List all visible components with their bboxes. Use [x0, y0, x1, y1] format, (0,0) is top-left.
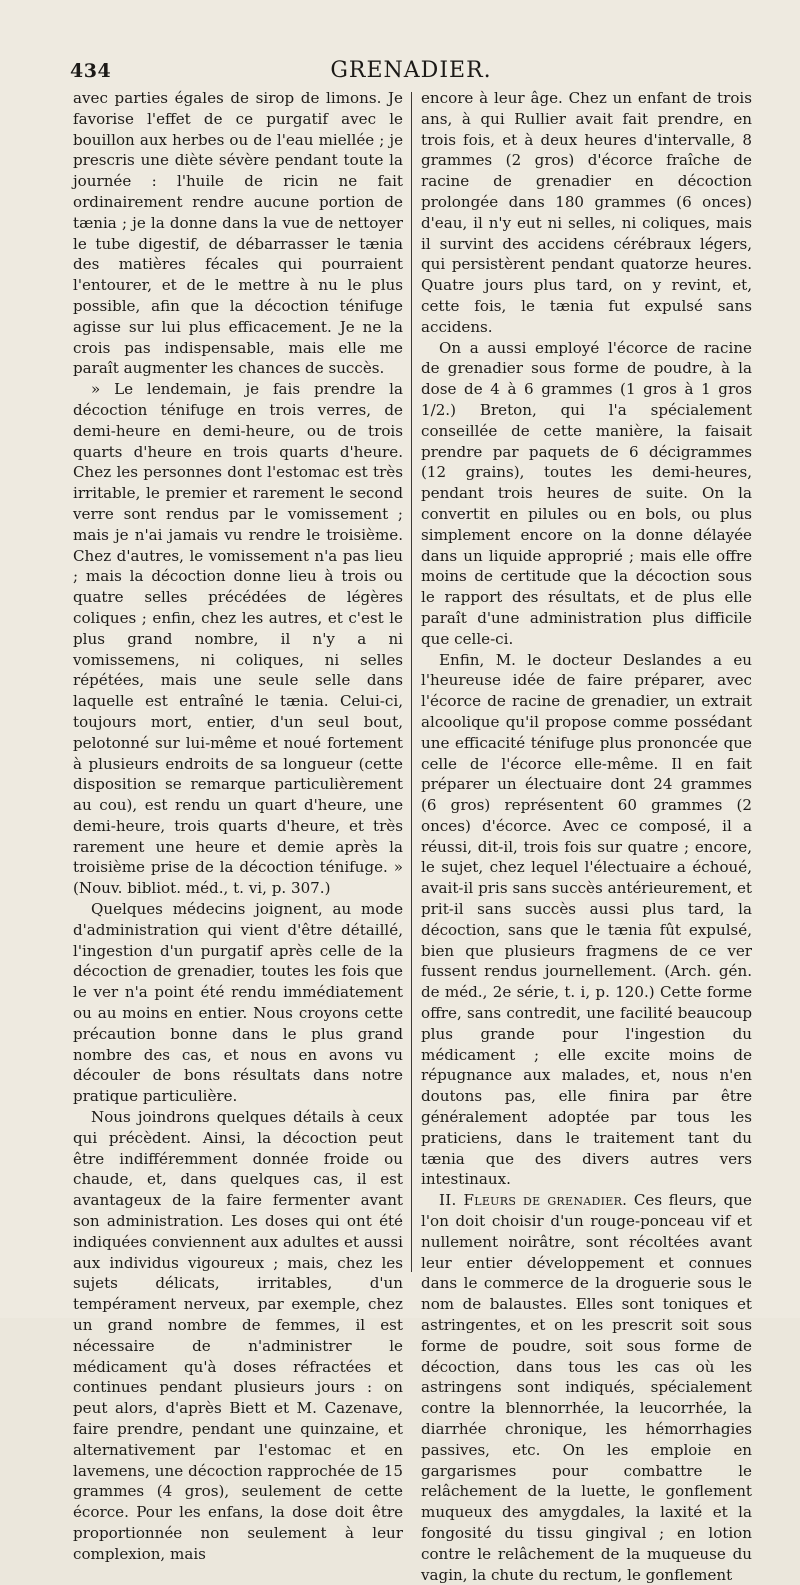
right-column [421, 88, 752, 1585]
paragraph: On a aussi employé l'écorce de racine de grenadier sous forme de poudre, à la dose de 4 à 6 grammes (1 gros à 1 gros 1/2.) Breton, qui l'a spécialement conseillée de cette manière, la faisait prendre par paquets de 6 décigrammes (12 grains), toutes les demi-heures, pendant trois heures de suite. On la convertit en pilules ou en bols, ou plus simplement encore on la donne délayée dans un liquide approprié ; mais elle offre moins de certitude que la décoction sous le rapport des résultats, et de plus elle paraît d'une administration plus difficile que celle-ci. [421, 338, 752, 648]
left-column [73, 88, 403, 1565]
section-text: Ces fleurs, que l'on doit choisir d'un rouge-ponceau vif et nullement noirâtre, sont récoltées avant leur entier développement et connues dans le commerce de la droguerie sous le nom de balaustes. Elles sont toniques et astringentes, et on les prescrit soit sous forme de poudre, soit sous forme de décoction, dans tous les cas où les astringens sont indiqués, spécialement contre la blennorrhée, la leucorrhée, la diarrhée chronique, les hémorrhagies passives, etc. On les emploie en gargarismes pour combattre le relâchement de la luette, le gonflement muqueux des amygdales, la laxité et la fongosité du tissu gingival ; en lotion contre le relâchement de la muqueuse du vagin, la chute du rectum, le gonflement [421, 1191, 752, 1584]
paragraph: » Le lendemain, je fais prendre la décoction ténifuge en trois verres, de demi-heure en demi-heure, ou de trois quarts d'heure en trois quarts d'heure. Chez les personnes dont l'estomac est très irritable, le premier et rarement le second verre sont rendus par le vomissement ; mais je n'ai jamais vu rendre le troisième. Chez d'autres, le vomissement n'a pas lieu ; mais la décoction donne lieu à trois ou quatre selles précédées de légères coliques ; enfin, chez les autres, et c'est le plus grand nombre, il n'y a ni vomissemens, ni coliques, ni selles répétées, mais une seule selle dans laquelle est entraîné le tænia. Celui-ci, toujours mort, entier, d'un seul bout, pelotonné sur lui-même et noué fortement à plusieurs endroits de sa longueur (cette disposition se remarque particulièrement au cou), est rendu un quart d'heure, une demi-heure, trois quarts d'heure, et très rarement une heure et demie après la troisième prise de la décoction ténifuge. » (Nouv. bibliot. méd., t. vi, p. 307.) [73, 380, 403, 898]
section-heading: II. Fleurs de grenadier. [439, 1191, 628, 1210]
section-paragraph [421, 1190, 752, 1585]
paragraph: encore à leur âge. Chez un enfant de trois ans, à qui Rullier avait fait prendre, en trois fois, et à deux heures d'intervalle, 8 grammes (2 gros) d'écorce fraîche de racine de grenadier en décoction prolongée dans 180 grammes (6 onces) d'eau, il n'y eut ni selles, ni coliques, mais il survint des accidens cérébraux légers, qui persistèrent pendant quatorze heures. Quatre jours plus tard, on y revint, et, cette fois, le tænia fut expulsé sans accidens. [421, 89, 752, 336]
paragraph: Enfin, M. le docteur Deslandes a eu l'heureuse idée de faire préparer, avec l'écorce de racine de grenadier, un extrait alcoolique qu'il propose comme possédant une efficacité ténifuge plus prononcée que celle de l'écorce elle-même. Il en fait préparer un électuaire dont 24 grammes (6 gros) représentent 60 grammes (2 onces) d'écorce. Avec ce composé, il a réussi, dit-il, trois fois sur quatre ; encore, le sujet, chez lequel l'électuaire a échoué, avait-il pris sans succès antérieurement, et prit-il sans succès aussi plus tard, la décoction, sans que le tænia fût expulsé, bien que plusieurs fragmens de ce ver fussent rendus journellement. (Arch. gén. de méd., 2e série, t. i, p. 120.) Cette forme offre, sans contredit, une facilité beaucoup plus grande pour l'ingestion du médicament ; elle excite moins de répugnance aux malades, et, nous n'en doutons pas, elle finira par être généralement adoptée par tous les praticiens, dans le traitement tant du tænia que des divers autres vers intestinaux. [421, 650, 752, 1189]
page-header [70, 58, 752, 86]
column-divider [411, 92, 412, 1272]
paragraph: Quelques médecins joignent, au mode d'administration qui vient d'être détaillé, l'ingestion d'un purgatif après celle de la décoction de grenadier, toutes les fois que le ver n'a point été rendu immédiatement ou au moins en entier. Nous croyons cette précaution bonne dans le plus grand nombre des cas, et nous en avons vu découler de bons résultats dans notre pratique particulière. [73, 900, 403, 1106]
page-number: 434 [70, 60, 112, 82]
running-title: GRENADIER. [330, 58, 492, 83]
paragraph: Nous joindrons quelques détails à ceux qui précèdent. Ainsi, la décoction peut être indifféremment donnée froide ou chaude, et, dans quelques cas, il est avantageux de la faire fermenter avant son administration. Les doses qui ont été indiquées conviennent aux adultes et aussi aux individus vigoureux ; mais, chez les sujets délicats, irritables, d'un tempérament nerveux, par exemple, chez un grand nombre de femmes, il est nécessaire de n'administrer le médicament qu'à doses réfractées et continues pendant plusieurs jours : on peut alors, d'après Biett et M. Cazenave, faire prendre, pendant une quinzaine, et alternativement par l'estomac et en lavemens, une décoction rapprochée de 15 grammes (4 gros), seulement de cette écorce. Pour les enfans, la dose doit être proportionnée non seulement à leur complexion, mais [73, 1108, 403, 1563]
paragraph: avec parties égales de sirop de limons. Je favorise l'effet de ce purgatif avec le bouillon aux herbes ou de l'eau miellée ; je prescris une diète sévère pendant toute la journée : l'huile de ricin ne fait ordinairement rendre aucune portion de tænia ; je la donne dans la vue de nettoyer le tube digestif, de débarrasser le tænia des matières fécales qui pourraient l'entourer, et de le mettre à nu le plus possible, afin que la décoction ténifuge agisse sur lui plus efficacement. Je ne la crois pas indispensable, mais elle me paraît augmenter les chances de succès. [73, 89, 403, 378]
